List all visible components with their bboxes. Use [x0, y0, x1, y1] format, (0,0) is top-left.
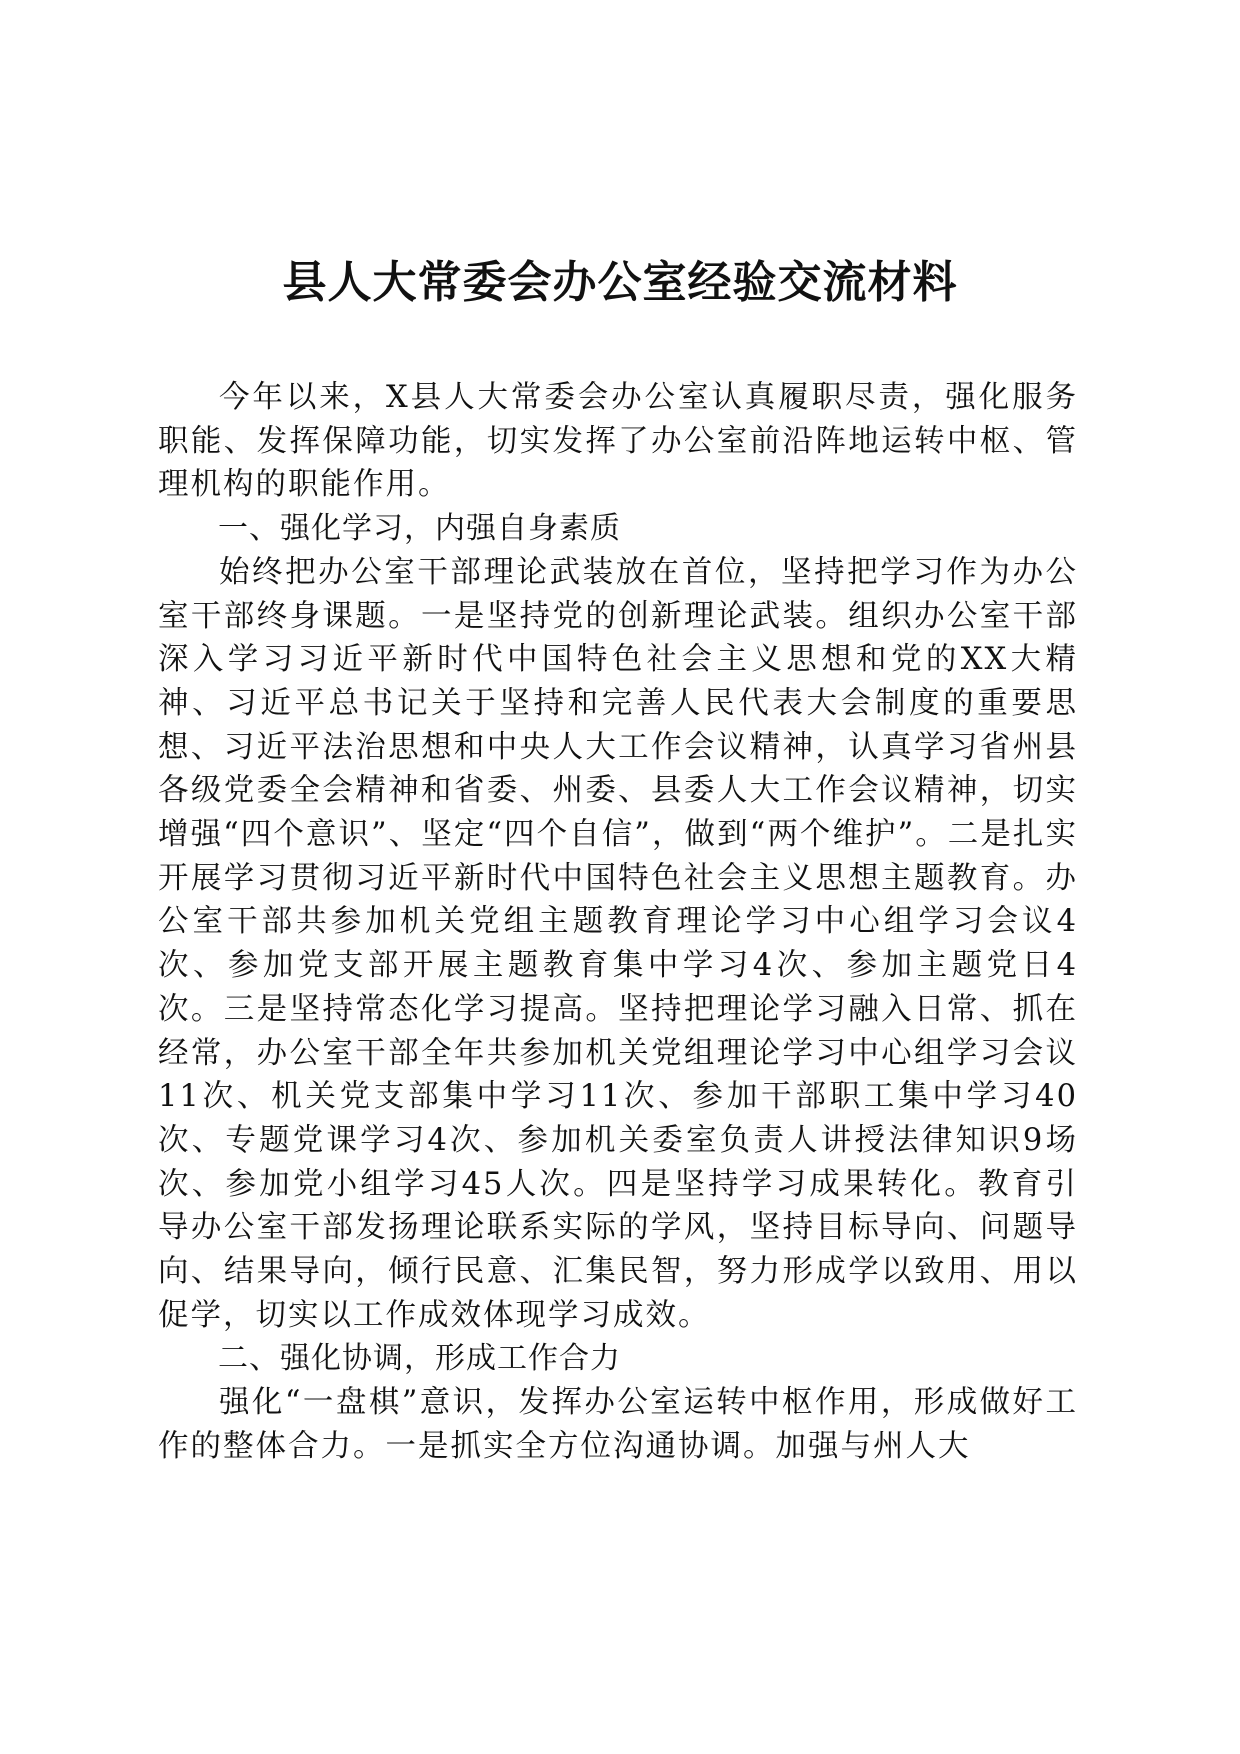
intro-paragraph: 今年以来，X县人大常委会办公室认真履职尽责，强化服务职能、发挥保障功能，切实发挥了办公室前沿阵地运转中枢、管理机构的职能作用。: [158, 380, 1078, 503]
document-title: 县人大常委会办公室经验交流材料: [282, 257, 958, 308]
document-body: [158, 376, 1078, 1469]
section-heading-2: 二、强化协调，形成工作合力: [218, 1341, 621, 1377]
section-2-paragraph: 强化“一盘棋”意识，发挥办公室运转中枢作用，形成做好工作的整体合力。一是抓实全方位沟通协调。加强与州人大: [158, 1385, 1078, 1464]
section-heading-1: 一、强化学习，内强自身素质: [218, 511, 621, 547]
section-1-paragraph: 始终把办公室干部理论武装放在首位，坚持把学习作为办公室干部终身课题。一是坚持党的创新理论武装。组织办公室干部深入学习习近平新时代中国特色社会主义思想和党的XX大精神、习近平总书记关于坚持和完善人民代表大会制度的重要思想、习近平法治思想和中央人大工作会议精神，认真学习省州县各级党委全会精神和省委、州委、县委人大工作会议精神，切实增强“四个意识”、坚定“四个自信”，做到“两个维护”。二是扎实开展学习贯彻习近平新时代中国特色社会主义思想主题教育。办公室干部共参加机关党组主题教育理论学习中心组学习会议4次、参加党支部开展主题教育集中学习4次、参加主题党日4次。三是坚持常态化学习提高。坚持把理论学习融入日常、抓在经常，办公室干部全年共参加机关党组理论学习中心组学习会议11次、机关党支部集中学习11次、参加干部职工集中学习40次、专题党课学习4次、参加机关委室负责人讲授法律知识9场次、参加党小组学习45人次。四是坚持学习成果转化。教育引导办公室干部发扬理论联系实际的学风，坚持目标导向、问题导向、结果导向，倾行民意、汇集民智，努力形成学以致用、用以促学，切实以工作成效体现学习成效。: [158, 554, 1078, 1333]
